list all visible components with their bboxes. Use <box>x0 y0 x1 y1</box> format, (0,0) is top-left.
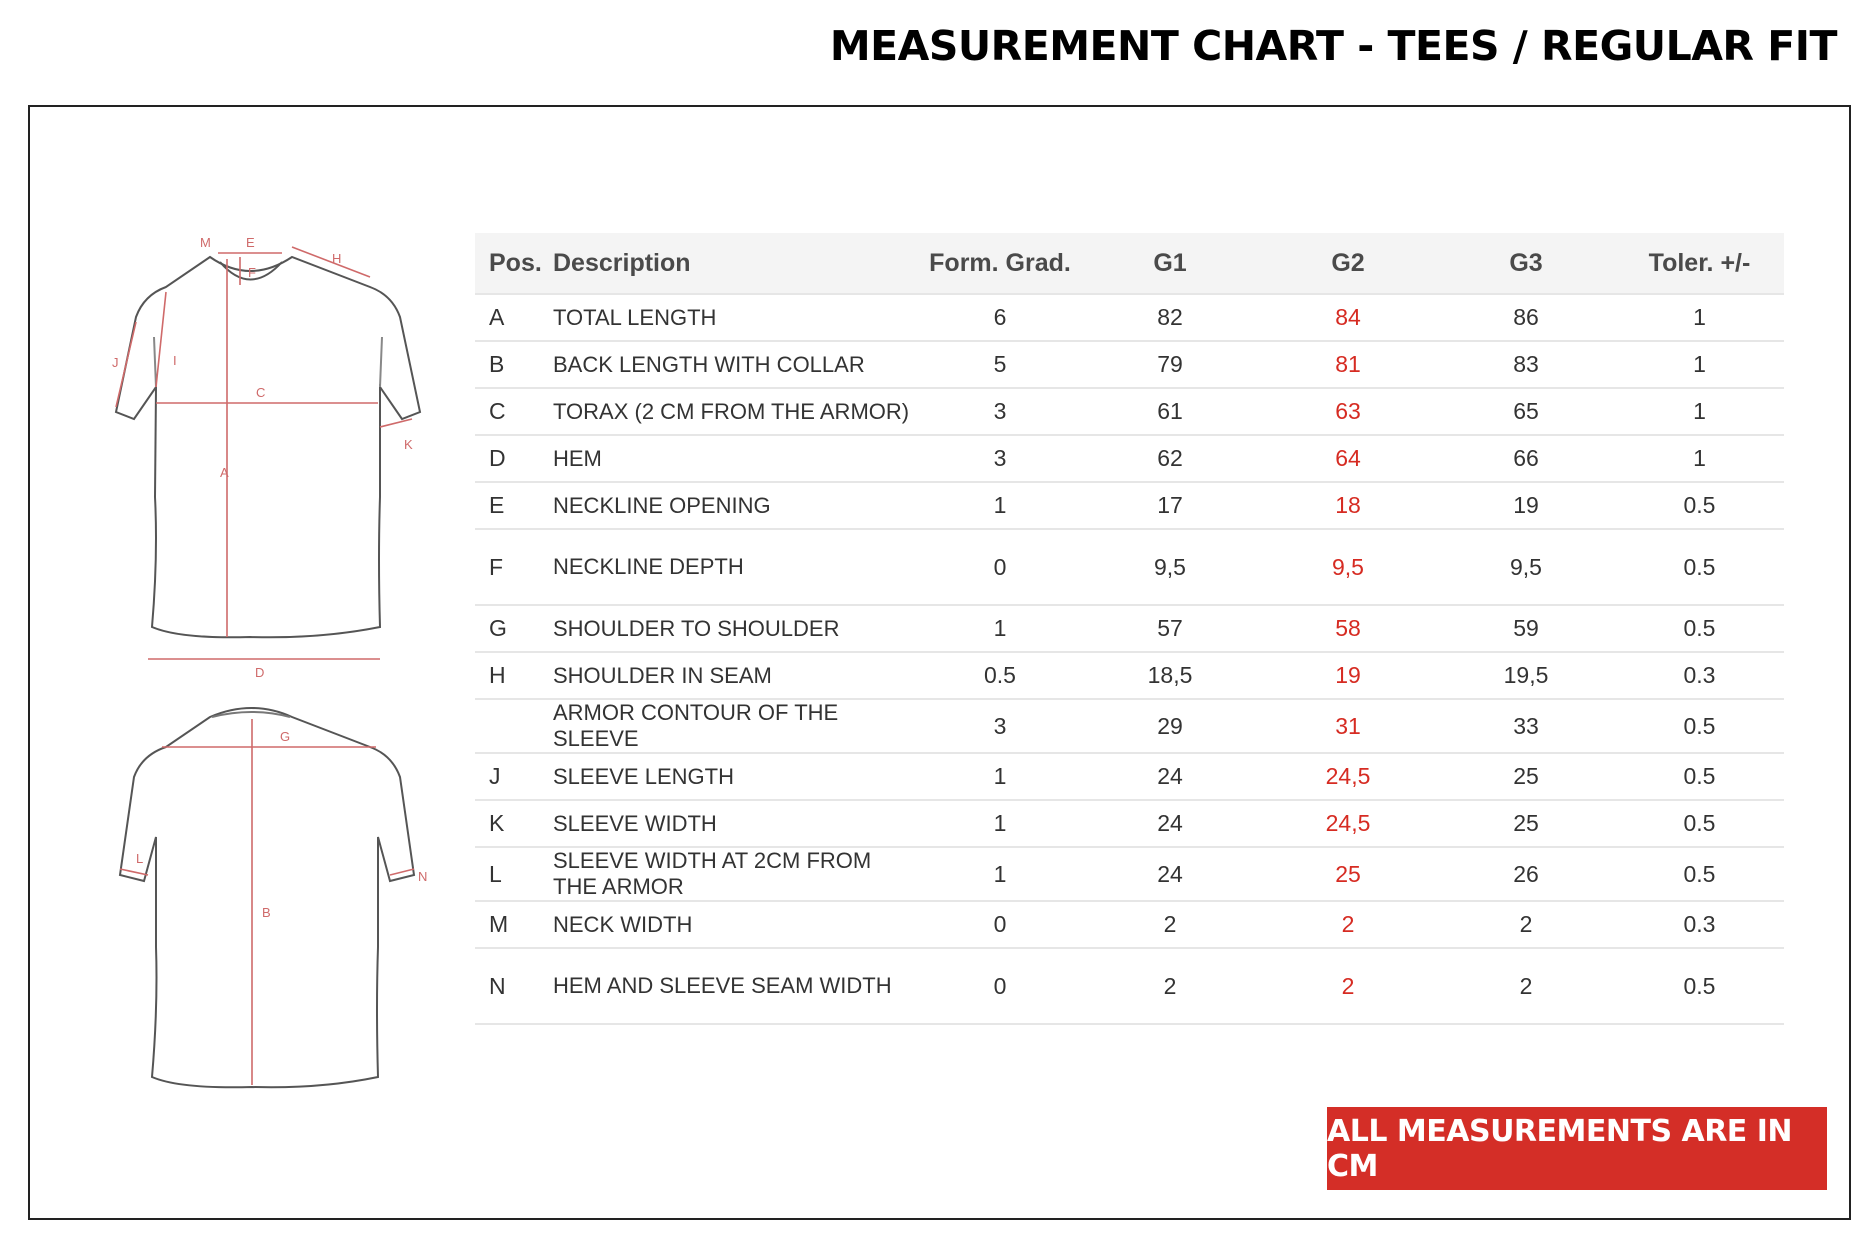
cell-pos: L <box>475 847 553 901</box>
label-l: L <box>136 851 144 866</box>
table-row <box>475 529 1784 605</box>
table-row <box>475 699 1784 753</box>
header-g1: G1 <box>1081 233 1259 294</box>
cell-g2: 63 <box>1259 388 1437 435</box>
cell-description: BACK LENGTH WITH COLLAR <box>553 341 919 388</box>
cell-form-grad: 0.5 <box>919 652 1081 699</box>
cell-g1: 2 <box>1081 948 1259 1024</box>
cell-description: HEM AND SLEEVE SEAM WIDTH <box>553 948 919 1024</box>
label-i: I <box>173 353 177 368</box>
label-k: K <box>404 437 413 452</box>
table-header-row <box>475 233 1784 294</box>
cell-g2: 25 <box>1259 847 1437 901</box>
cell-description: SLEEVE WIDTH <box>553 800 919 847</box>
cell-pos: N <box>475 948 553 1024</box>
cell-g3: 25 <box>1437 800 1615 847</box>
cell-tolerance: 0.5 <box>1615 529 1784 605</box>
table-row <box>475 652 1784 699</box>
cell-g2: 31 <box>1259 699 1437 753</box>
label-g: G <box>280 729 291 744</box>
cell-g2: 19 <box>1259 652 1437 699</box>
cell-g1: 17 <box>1081 482 1259 529</box>
cell-pos: G <box>475 605 553 652</box>
label-m: M <box>200 235 211 250</box>
label-j: J <box>112 355 119 370</box>
cell-g2: 2 <box>1259 901 1437 948</box>
cell-pos: K <box>475 800 553 847</box>
cell-g2: 24,5 <box>1259 753 1437 800</box>
table-row <box>475 482 1784 529</box>
cell-g1: 9,5 <box>1081 529 1259 605</box>
cell-form-grad: 1 <box>919 605 1081 652</box>
cell-g1: 24 <box>1081 800 1259 847</box>
cell-description: SHOULDER TO SHOULDER <box>553 605 919 652</box>
cell-g3: 19 <box>1437 482 1615 529</box>
cell-g3: 9,5 <box>1437 529 1615 605</box>
cell-form-grad: 1 <box>919 753 1081 800</box>
header-pos: Pos. <box>475 233 553 294</box>
cell-pos: H <box>475 652 553 699</box>
cell-tolerance: 0.5 <box>1615 800 1784 847</box>
label-d: D <box>255 665 265 680</box>
label-n: N <box>418 869 428 884</box>
cell-tolerance: 1 <box>1615 341 1784 388</box>
table-row <box>475 901 1784 948</box>
cell-pos: F <box>475 529 553 605</box>
cell-g1: 82 <box>1081 294 1259 341</box>
cell-g1: 24 <box>1081 753 1259 800</box>
label-c: C <box>256 385 266 400</box>
cell-description: TOTAL LENGTH <box>553 294 919 341</box>
cell-g2: 84 <box>1259 294 1437 341</box>
measurement-table <box>475 233 1784 1025</box>
cell-tolerance: 0.5 <box>1615 847 1784 901</box>
cell-pos: B <box>475 341 553 388</box>
table-row <box>475 948 1784 1024</box>
header-form-grad: Form. Grad. <box>919 233 1081 294</box>
cell-g2: 2 <box>1259 948 1437 1024</box>
cell-g2: 9,5 <box>1259 529 1437 605</box>
cell-description: SHOULDER IN SEAM <box>553 652 919 699</box>
label-h: H <box>332 251 342 266</box>
tee-diagram <box>70 207 450 1147</box>
cell-pos: J <box>475 753 553 800</box>
cell-form-grad: 3 <box>919 388 1081 435</box>
cell-g2: 81 <box>1259 341 1437 388</box>
cell-description: NECKLINE OPENING <box>553 482 919 529</box>
cell-g3: 66 <box>1437 435 1615 482</box>
cell-tolerance: 0.5 <box>1615 482 1784 529</box>
front-tee-outline <box>116 257 420 637</box>
table-row <box>475 753 1784 800</box>
cell-g3: 2 <box>1437 948 1615 1024</box>
cell-g3: 2 <box>1437 901 1615 948</box>
cell-g3: 65 <box>1437 388 1615 435</box>
label-e: E <box>246 235 255 250</box>
cell-form-grad: 3 <box>919 435 1081 482</box>
cell-tolerance: 0.5 <box>1615 753 1784 800</box>
cell-form-grad: 6 <box>919 294 1081 341</box>
cell-form-grad: 1 <box>919 800 1081 847</box>
cell-g1: 79 <box>1081 341 1259 388</box>
label-b: B <box>262 905 271 920</box>
cell-tolerance: 0.5 <box>1615 948 1784 1024</box>
cell-g3: 19,5 <box>1437 652 1615 699</box>
cell-g1: 61 <box>1081 388 1259 435</box>
cell-form-grad: 3 <box>919 699 1081 753</box>
units-banner: ALL MEASUREMENTS ARE IN CM <box>1327 1107 1827 1190</box>
label-f: F <box>248 265 256 280</box>
chart-frame <box>28 105 1851 1220</box>
cell-description: ARMOR CONTOUR OF THE SLEEVE <box>553 699 919 753</box>
cell-description: SLEEVE WIDTH AT 2CM FROM THE ARMOR <box>553 847 919 901</box>
cell-g1: 57 <box>1081 605 1259 652</box>
cell-tolerance: 0.5 <box>1615 699 1784 753</box>
table-row <box>475 341 1784 388</box>
cell-tolerance: 0.5 <box>1615 605 1784 652</box>
cell-pos: M <box>475 901 553 948</box>
cell-g3: 86 <box>1437 294 1615 341</box>
table-row <box>475 800 1784 847</box>
cell-g1: 18,5 <box>1081 652 1259 699</box>
header-g3: G3 <box>1437 233 1615 294</box>
cell-description: NECKLINE DEPTH <box>553 529 919 605</box>
cell-description: SLEEVE LENGTH <box>553 753 919 800</box>
cell-description: TORAX (2 CM FROM THE ARMOR) <box>553 388 919 435</box>
cell-g2: 24,5 <box>1259 800 1437 847</box>
cell-g2: 58 <box>1259 605 1437 652</box>
cell-form-grad: 1 <box>919 847 1081 901</box>
back-tee-outline <box>120 708 414 1087</box>
cell-form-grad: 1 <box>919 482 1081 529</box>
cell-g3: 59 <box>1437 605 1615 652</box>
cell-pos: C <box>475 388 553 435</box>
cell-pos: D <box>475 435 553 482</box>
cell-pos: E <box>475 482 553 529</box>
cell-pos: A <box>475 294 553 341</box>
table-row <box>475 435 1784 482</box>
cell-form-grad: 0 <box>919 901 1081 948</box>
table-row <box>475 847 1784 901</box>
cell-g3: 26 <box>1437 847 1615 901</box>
page-title: MEASUREMENT CHART - TEES / REGULAR FIT <box>829 22 1837 70</box>
cell-g3: 25 <box>1437 753 1615 800</box>
table-row <box>475 605 1784 652</box>
table-row <box>475 388 1784 435</box>
cell-form-grad: 0 <box>919 948 1081 1024</box>
cell-tolerance: 1 <box>1615 294 1784 341</box>
cell-g2: 64 <box>1259 435 1437 482</box>
cell-g2: 18 <box>1259 482 1437 529</box>
header-description: Description <box>553 233 919 294</box>
cell-tolerance: 1 <box>1615 435 1784 482</box>
cell-form-grad: 5 <box>919 341 1081 388</box>
label-a: A <box>220 465 229 480</box>
header-tolerance: Toler. +/- <box>1615 233 1784 294</box>
header-g2: G2 <box>1259 233 1437 294</box>
cell-g1: 2 <box>1081 901 1259 948</box>
cell-form-grad: 0 <box>919 529 1081 605</box>
table-row <box>475 294 1784 341</box>
tee-sketch <box>70 207 450 1147</box>
cell-g1: 24 <box>1081 847 1259 901</box>
cell-description: NECK WIDTH <box>553 901 919 948</box>
cell-g1: 62 <box>1081 435 1259 482</box>
cell-g1: 29 <box>1081 699 1259 753</box>
cell-pos <box>475 699 553 753</box>
cell-g3: 83 <box>1437 341 1615 388</box>
cell-tolerance: 0.3 <box>1615 901 1784 948</box>
cell-tolerance: 0.3 <box>1615 652 1784 699</box>
cell-description: HEM <box>553 435 919 482</box>
cell-g3: 33 <box>1437 699 1615 753</box>
cell-tolerance: 1 <box>1615 388 1784 435</box>
